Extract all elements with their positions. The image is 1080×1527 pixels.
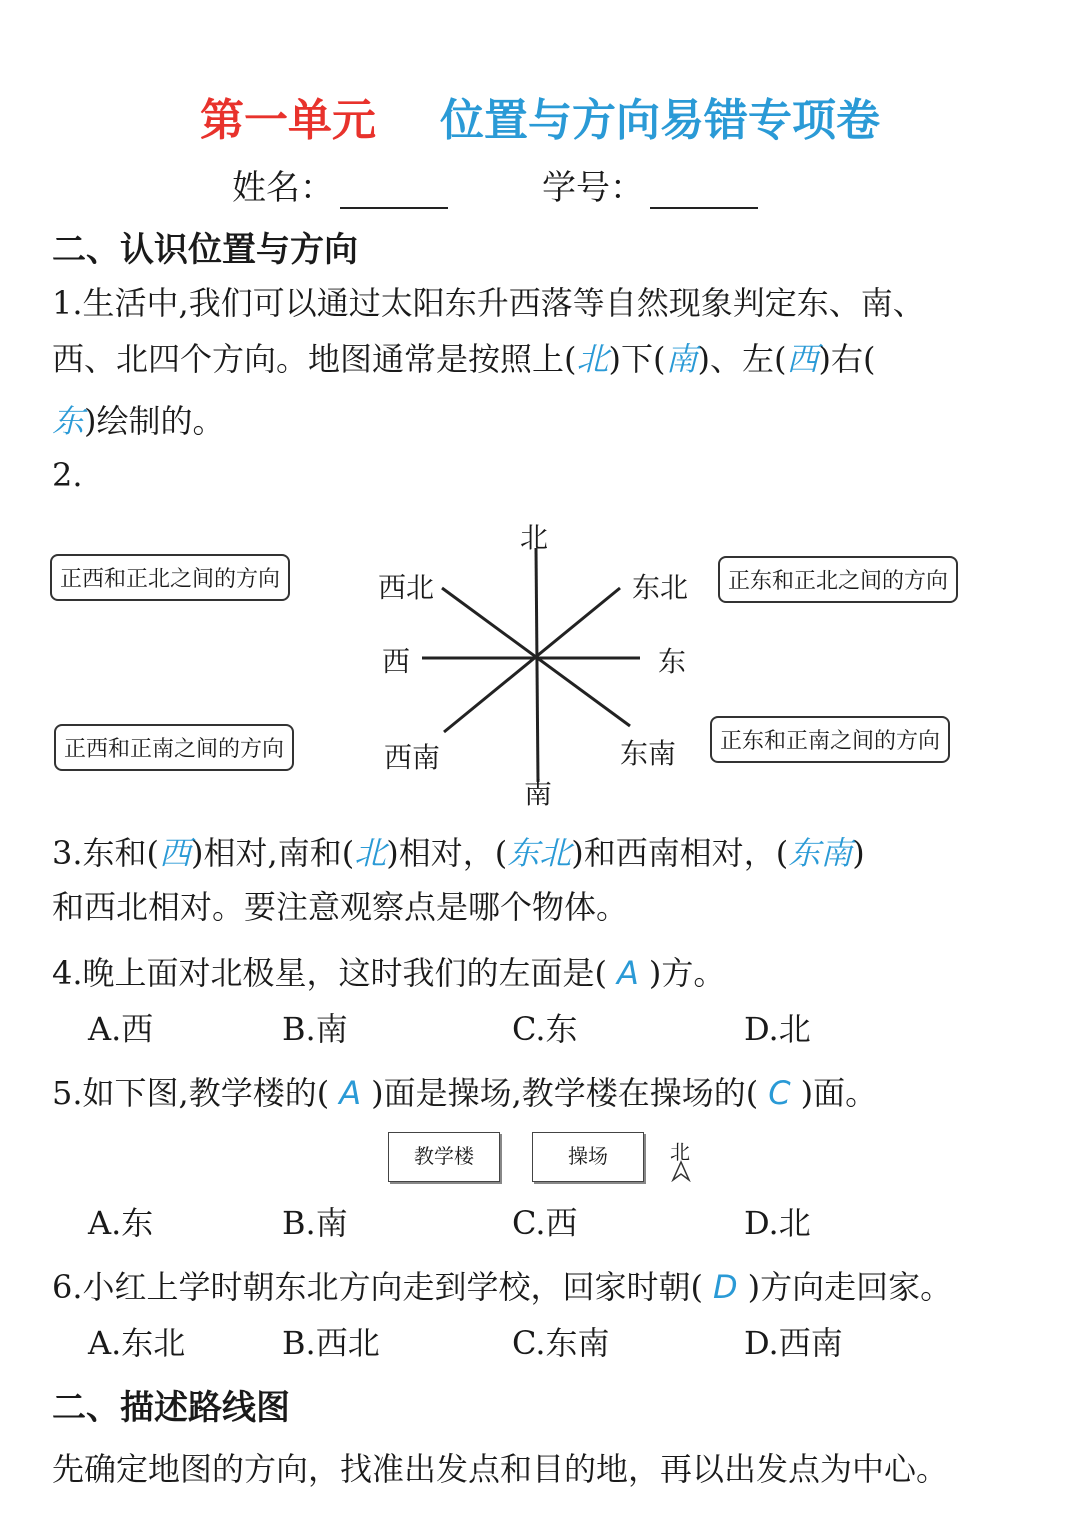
- compass-west-label: 西: [382, 645, 411, 678]
- north-arrow-icon: [670, 1160, 692, 1182]
- q1-line3: [52, 396, 225, 442]
- id-field: [542, 160, 758, 209]
- q3-text: ): [852, 834, 865, 872]
- name-label: 姓名：: [232, 168, 334, 208]
- q5-option-b: B.南: [282, 1204, 348, 1242]
- q6-text: 6.小红上学时朝东北方向走到学校，回家时朝(: [52, 1268, 704, 1306]
- compass-east-label: 东: [658, 645, 687, 678]
- q5-option-c: C.西: [512, 1204, 578, 1242]
- q4-answer: A: [617, 954, 639, 992]
- compass-southwest-label: 西南: [384, 741, 441, 774]
- q4-option-b: B.南: [282, 1010, 348, 1048]
- q1-line1: 1.生活中,我们可以通过太阳东升西落等自然现象判定东、南、: [52, 284, 925, 322]
- q5-text: )面是操场,教学楼在操场的(: [371, 1074, 759, 1112]
- section-heading-1: 二、认识位置与方向: [52, 230, 358, 270]
- q3-answer-1: 西: [159, 834, 192, 872]
- unit-label: 第一单元: [200, 95, 376, 146]
- section-heading-2: 二、描述路线图: [52, 1388, 290, 1428]
- name-blank: [340, 173, 448, 209]
- id-blank: [650, 173, 758, 209]
- q4-text: )方。: [648, 954, 726, 992]
- callout-southwest: 正西和正南之间的方向: [54, 724, 294, 771]
- q5-option-a: A.东: [88, 1204, 154, 1242]
- q3-answer-4: 东南: [788, 834, 853, 872]
- q6-answer: D: [713, 1268, 738, 1306]
- q6-question: [52, 1262, 952, 1308]
- q5-text: )面。: [800, 1074, 878, 1112]
- q1-text: 西、北四个方向。地图通常是按照上(: [52, 340, 577, 378]
- page-title: [0, 84, 1080, 148]
- q3-line1: [52, 828, 865, 874]
- q6-option-b: B.西北: [282, 1324, 380, 1362]
- q3-text: )相对，(: [386, 834, 508, 872]
- compass-south-label: 南: [524, 777, 553, 810]
- q5-option-d: D.北: [744, 1204, 811, 1242]
- q6-text: )方向走回家。: [747, 1268, 953, 1306]
- q3-line2: 和西北相对。要注意观察点是哪个物体。: [52, 888, 629, 926]
- compass-northwest-label: 西北: [378, 571, 435, 604]
- q4-option-d: D.北: [744, 1010, 811, 1048]
- q1-answer-west: 西: [786, 340, 819, 378]
- q5-question: [52, 1068, 877, 1114]
- q1-answer-north: 北: [576, 340, 609, 378]
- q1-text: )右(: [818, 340, 876, 378]
- q1-answer-south: 南: [665, 340, 698, 378]
- q6-option-a: A.东北: [88, 1324, 186, 1362]
- compass-north-label: 北: [520, 521, 549, 554]
- q5-answer-2: C: [768, 1074, 791, 1112]
- name-field: [232, 160, 448, 209]
- q4-option-c: C.东: [512, 1010, 578, 1048]
- q3-text: )和西南相对，(: [571, 834, 789, 872]
- callout-southeast: 正东和正南之间的方向: [710, 716, 950, 763]
- compass-northeast-label: 东北: [632, 571, 689, 604]
- compass-ns-line: [536, 548, 538, 782]
- playground-box: 操场: [532, 1132, 644, 1182]
- q1-text: )下(: [608, 340, 666, 378]
- q1-line2: [52, 334, 876, 380]
- q6-option-d: D.西南: [744, 1324, 843, 1362]
- q5-answer-1: A: [339, 1074, 362, 1112]
- q4-option-a: A.西: [88, 1010, 154, 1048]
- q4-text: 4.晚上面对北极星，这时我们的左面是(: [52, 954, 608, 992]
- callout-northeast: 正东和正北之间的方向: [718, 556, 958, 603]
- q1-text: )绘制的。: [84, 402, 225, 440]
- q5-text: 5.如下图,教学楼的(: [52, 1074, 330, 1112]
- q3-text: )相对,南和(: [191, 834, 355, 872]
- q6-option-c: C.东南: [512, 1324, 610, 1362]
- q3-text: 3.东和(: [52, 834, 160, 872]
- q1-answer-east: 东: [52, 402, 85, 440]
- q3-answer-3: 东北: [507, 834, 572, 872]
- paper-title: 位置与方向易错专项卷: [440, 95, 880, 146]
- north-indicator-label: 北: [670, 1140, 690, 1164]
- q2-number: 2.: [52, 456, 83, 494]
- building-box: 教学楼: [388, 1132, 500, 1182]
- id-label: 学号：: [542, 168, 644, 208]
- compass-southeast-label: 东南: [620, 737, 677, 770]
- callout-northwest: 正西和正北之间的方向: [50, 554, 290, 601]
- q3-answer-2: 北: [354, 834, 387, 872]
- section2-text: 先确定地图的方向，找准出发点和目的地，再以出发点为中心。: [52, 1450, 949, 1488]
- q4-question: [52, 948, 725, 994]
- q1-text: )、左(: [697, 340, 787, 378]
